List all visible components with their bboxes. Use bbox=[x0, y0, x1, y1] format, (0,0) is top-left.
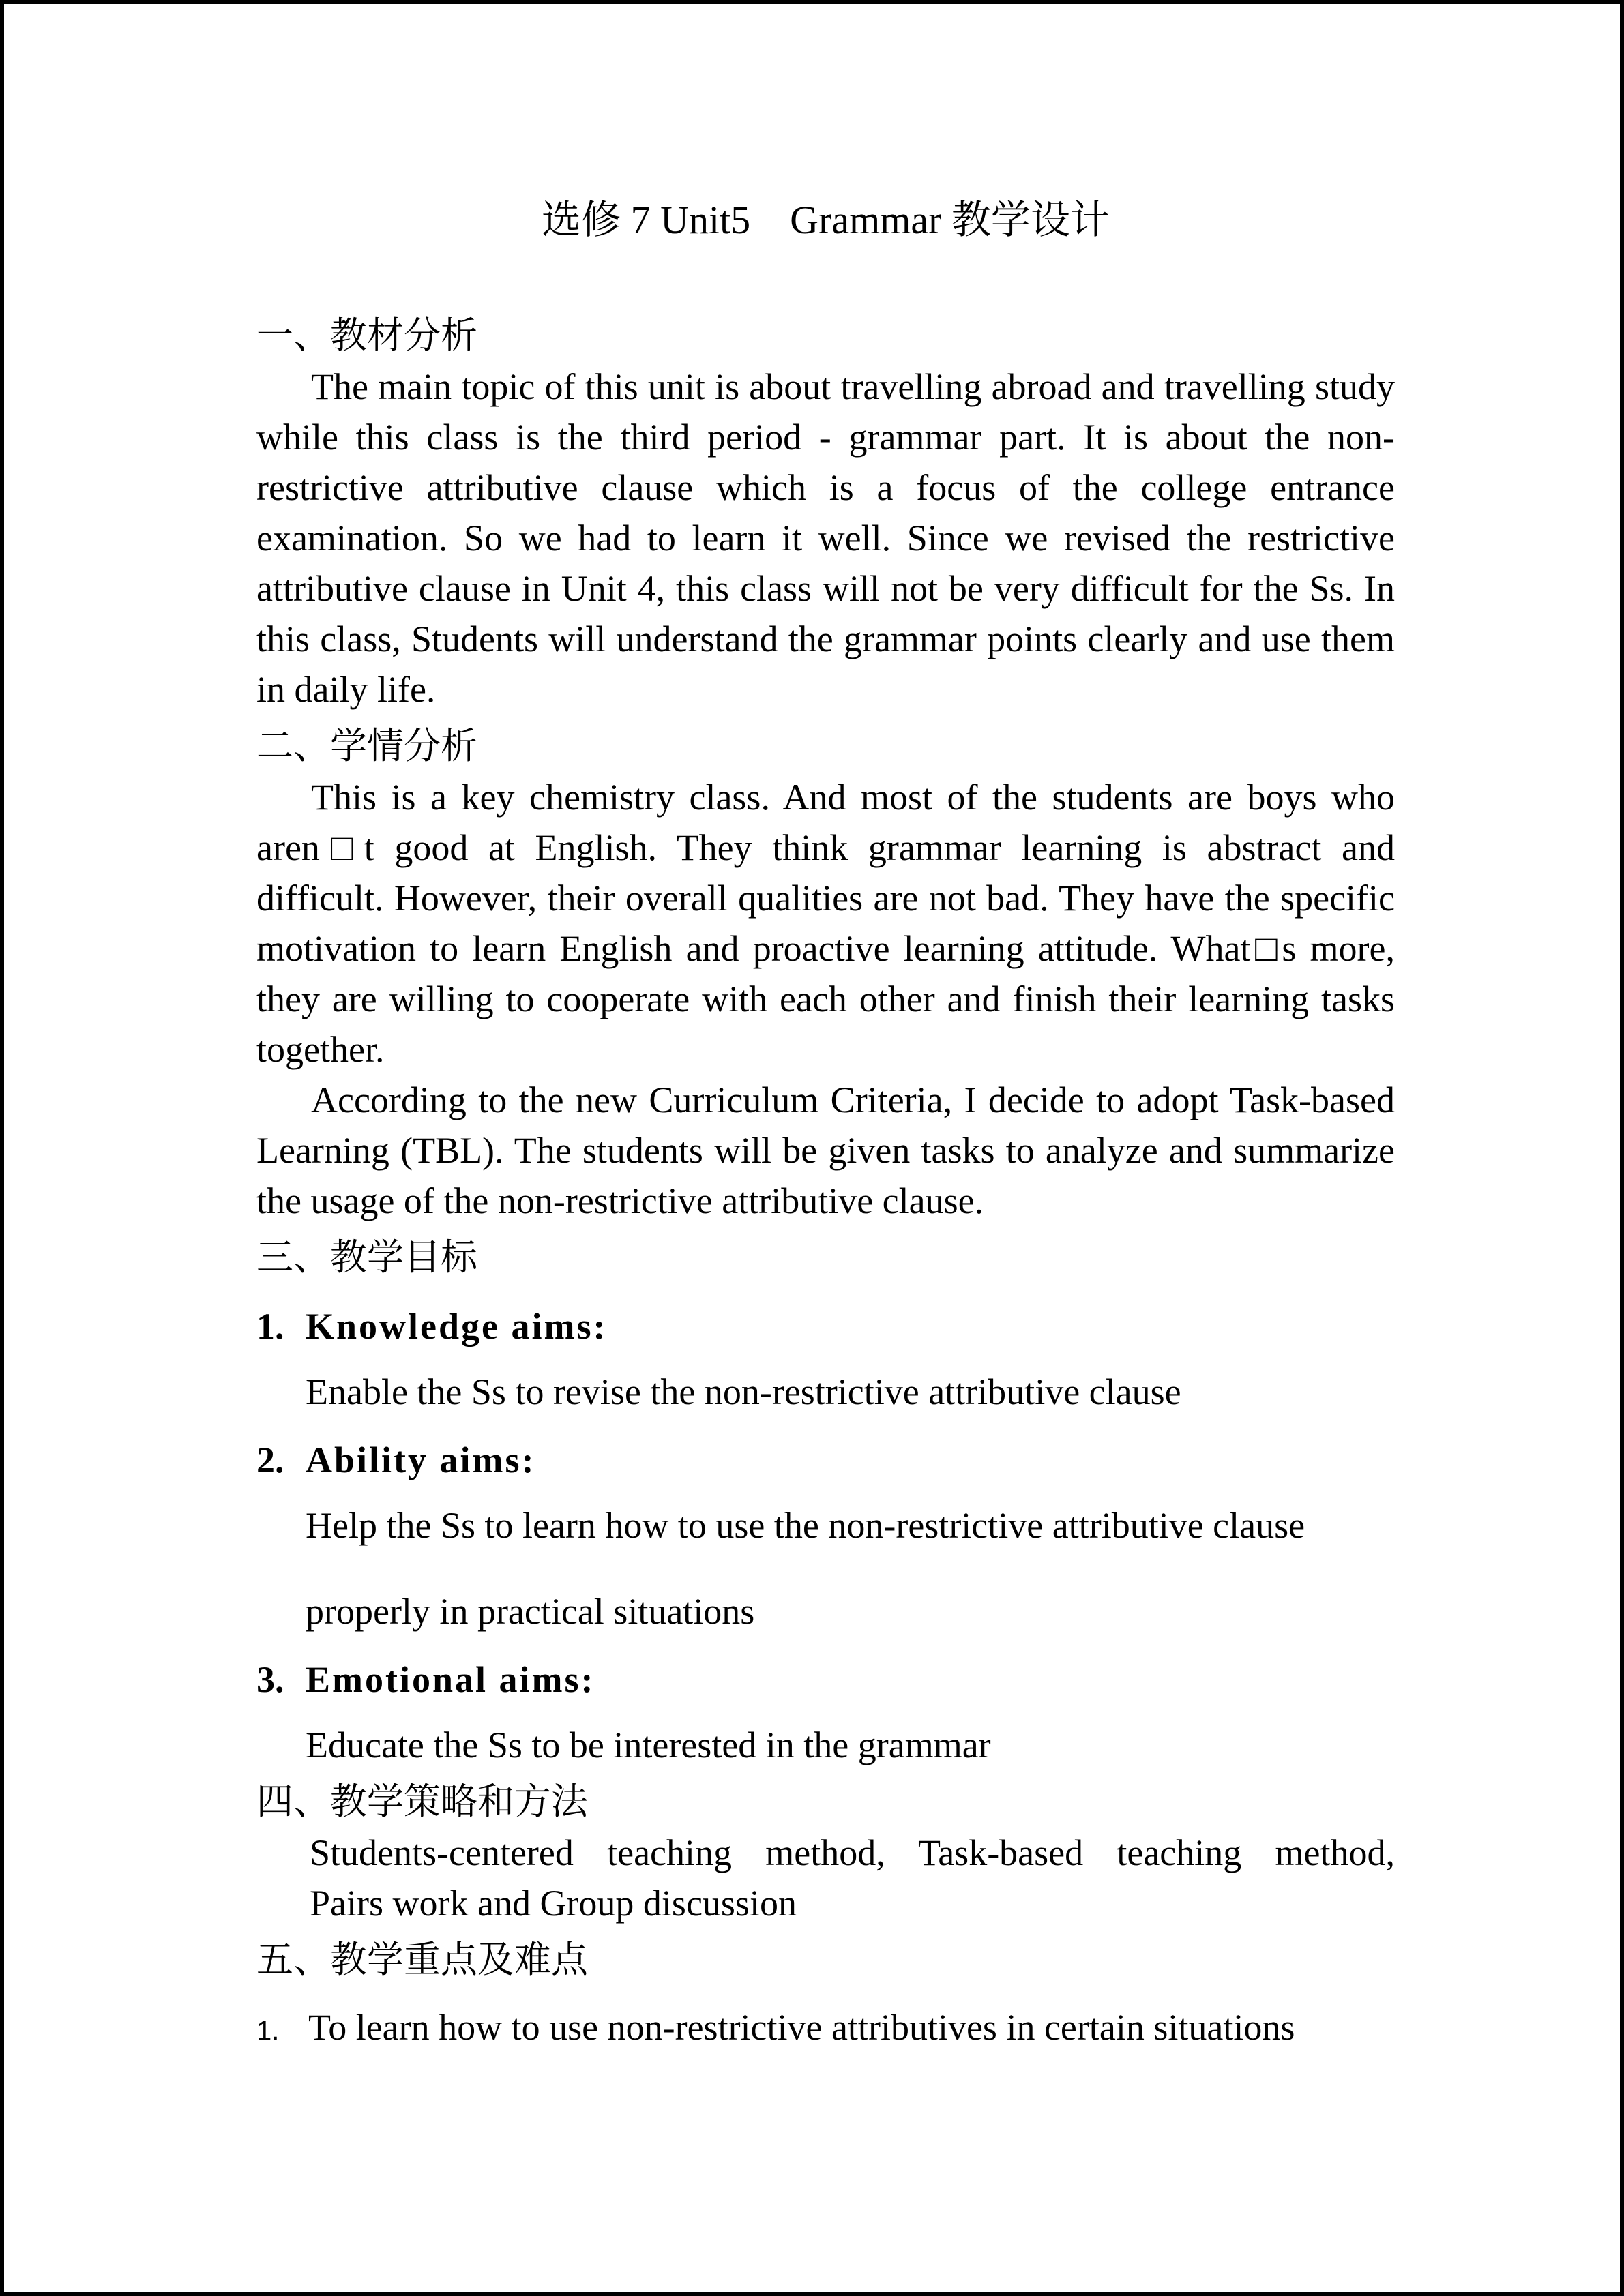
key-point-item bbox=[256, 2002, 1395, 2056]
aims-item-knowledge bbox=[256, 1301, 1395, 1417]
aims-text: Enable the Ss to revise the non-restrictive attributive clause bbox=[306, 1371, 1181, 1412]
aims-item-ability bbox=[256, 1435, 1395, 1637]
section-heading-learner-analysis: 二、学情分析 bbox=[256, 726, 477, 766]
paragraph-learner-analysis-1: This is a key chemistry class. And most of the students are boys who aren□t good at English. They think grammar learning is abstract and difficult. However, their overall qualities are not bad. They have the specific motivation to learn English and proactive learning attitude. What□s more, they are willing to cooperate with each other and finish their learning tasks together. bbox=[256, 777, 1395, 1070]
aims-number: 2. bbox=[256, 1440, 284, 1480]
aims-item-emotional bbox=[256, 1654, 1395, 1770]
paragraph-learner-analysis-2: According to the new Curriculum Criteria, I decide to adopt Task-based Learning (TBL). The students will be given tasks to analyze and summarize the usage of the non-restrictive attributive clause. bbox=[256, 1079, 1395, 1221]
section-heading-teaching-aims: 三、教学目标 bbox=[256, 1237, 477, 1278]
section-heading-material-analysis: 一、教材分析 bbox=[256, 315, 477, 356]
aims-text: Help the Ss to learn how to use the non-restrictive attributive clause bbox=[306, 1505, 1305, 1546]
aims-text: Educate the Ss to be interested in the grammar bbox=[306, 1725, 991, 1765]
methods-text-line: Pairs work and Group discussion bbox=[310, 1883, 797, 1924]
aims-heading-emotional bbox=[256, 1654, 1395, 1705]
document-title: 选修 7 Unit5 Grammar 教学设计 bbox=[542, 198, 1110, 242]
aims-number: 1. bbox=[256, 1306, 284, 1347]
paragraph-material-analysis: The main topic of this unit is about travelling abroad and travelling study while this class is the third period - grammar part. It is about the non-restrictive attributive clause which is a focus of the college entrance examination. So we had to learn it well. Since we revised the restrictive attributive clause in Unit 4, this class will not be very difficult for the Ss. In this class, Students will understand the grammar points clearly and use them in daily life. bbox=[256, 366, 1395, 710]
aims-heading-knowledge bbox=[256, 1301, 1395, 1352]
aims-label: Knowledge aims: bbox=[306, 1306, 608, 1347]
key-point-text: To learn how to use non-restrictive attributives in certain situations bbox=[308, 2007, 1295, 2048]
aims-heading-ability bbox=[256, 1435, 1395, 1485]
aims-text: properly in practical situations bbox=[306, 1591, 755, 1632]
section-heading-key-difficult-points: 五、教学重点及难点 bbox=[256, 1939, 588, 1980]
aims-label: Ability aims: bbox=[306, 1440, 536, 1480]
aims-number: 3. bbox=[256, 1659, 284, 1700]
aims-label: Emotional aims: bbox=[306, 1659, 595, 1700]
section-heading-teaching-methods: 四、教学策略和方法 bbox=[256, 1781, 588, 1822]
key-point-number: 1. bbox=[256, 2016, 280, 2046]
methods-text-line: Students-centered teaching method, Task-based teaching method, bbox=[310, 1832, 1395, 1873]
